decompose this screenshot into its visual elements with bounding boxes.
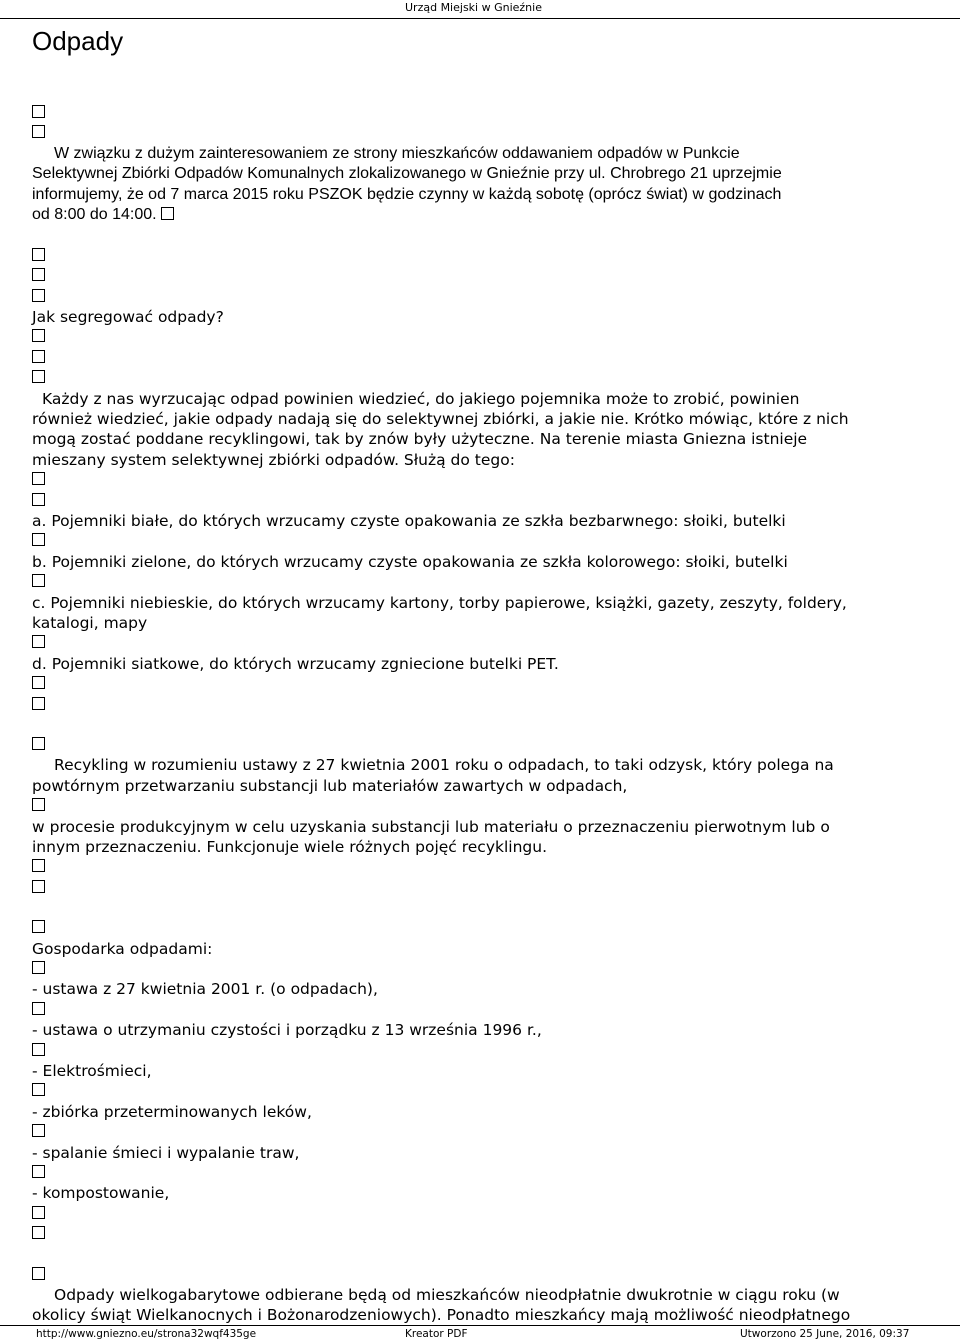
management-item: - spalanie śmieci i wypalanie traw,	[32, 1144, 300, 1162]
placeholder-glyph-line	[32, 123, 45, 143]
notice-line: W związku z dużym zainteresowaniem ze strony mieszkańców oddawaniem odpadów w Punkcie	[54, 145, 740, 162]
placeholder-glyph-line	[32, 796, 45, 816]
segregation-intro-line: mieszany system selektywnej zbiórki odpadów. Służą do tego:	[32, 451, 515, 469]
bin-item-blue-cont: katalogi, mapy	[32, 614, 148, 632]
placeholder-glyph-line	[32, 470, 45, 490]
placeholder-glyph-line	[32, 1204, 45, 1224]
placeholder-glyph-line	[32, 735, 45, 755]
segregation-intro-line: Każdy z nas wyrzucając odpad powinien wiedzieć, do jakiego pojemnika może to zrobić, powinien	[42, 390, 800, 408]
missing-glyph-icon	[32, 1083, 45, 1096]
placeholder-glyph-line	[32, 572, 45, 592]
placeholder-glyph-line	[32, 1081, 45, 1101]
bulky-waste-line: Odpady wielkogabarytowe odbierane będą od mieszkańców nieodpłatnie dwukrotnie w ciągu roku (w	[54, 1286, 840, 1304]
placeholder-glyph-line	[32, 348, 45, 368]
missing-glyph-icon	[32, 268, 45, 281]
missing-glyph-icon	[32, 493, 45, 506]
bin-item-white: a. Pojemniki białe, do których wrzucamy czyste opakowania ze szkła bezbarwnego: słoiki, butelki	[32, 512, 786, 530]
placeholder-glyph-line	[32, 695, 45, 715]
missing-glyph-icon	[32, 1165, 45, 1178]
missing-glyph-icon	[32, 329, 45, 342]
missing-glyph-icon	[32, 472, 45, 485]
missing-glyph-icon	[32, 248, 45, 261]
notice-line	[32, 205, 174, 225]
placeholder-glyph-line	[32, 1265, 45, 1285]
bin-item-green: b. Pojemniki zielone, do których wrzucamy czyste opakowania ze szkła kolorowego: słoiki, butelki	[32, 553, 788, 571]
footer-url: http://www.gniezno.eu/strona32wqf435ge	[36, 1328, 257, 1340]
missing-glyph-icon	[32, 1124, 45, 1137]
placeholder-glyph-line	[32, 857, 45, 877]
recycling-line: Recykling w rozumieniu ustawy z 27 kwietnia 2001 roku o odpadach, to taki odzysk, który polega na	[54, 756, 834, 774]
missing-glyph-icon	[32, 961, 45, 974]
placeholder-glyph-line	[32, 1122, 45, 1142]
placeholder-glyph-line	[32, 1041, 45, 1061]
notice-line: Selektywnej Zbiórki Odpadów Komunalnych zlokalizowanego w Gnieźnie przy ul. Chrobrego 21 uprzejmie	[32, 165, 782, 182]
placeholder-glyph-line	[32, 1224, 45, 1244]
segregation-intro-line: mogą zostać poddane recyklingowi, tak by znów były użyteczne. Na terenie miasta Gniezna istnieje	[32, 430, 808, 448]
management-heading: Gospodarka odpadami:	[32, 940, 213, 958]
page-header	[0, 0, 960, 19]
page-title: Odpady	[32, 26, 124, 56]
missing-glyph-icon	[32, 798, 45, 811]
segregation-heading: Jak segregować odpady?	[32, 308, 224, 326]
missing-glyph-icon	[32, 105, 45, 118]
missing-glyph-icon	[32, 350, 45, 363]
missing-glyph-icon	[32, 574, 45, 587]
missing-glyph-icon	[32, 370, 45, 383]
missing-glyph-icon	[32, 1043, 45, 1056]
missing-glyph-icon	[32, 289, 45, 302]
missing-glyph-icon	[32, 1226, 45, 1239]
notice-hours: od 8:00 do 14:00.	[32, 206, 157, 223]
placeholder-glyph-line	[32, 287, 45, 307]
missing-glyph-icon	[32, 1206, 45, 1219]
placeholder-glyph-line	[32, 878, 45, 898]
placeholder-glyph-line	[32, 368, 45, 388]
missing-glyph-icon	[161, 207, 174, 220]
placeholder-glyph-line	[32, 1163, 45, 1183]
segregation-intro-line: również wiedzieć, jakie odpady nadają się do selektywnej zbiórki, a jakie nie. Krótko mówiąc, które z nich	[32, 410, 849, 428]
placeholder-glyph-line	[32, 246, 45, 266]
placeholder-glyph-line	[32, 266, 45, 286]
footer-creator: Kreator PDF	[405, 1328, 468, 1340]
missing-glyph-icon	[32, 125, 45, 138]
management-item: - ustawa z 27 kwietnia 2001 r. (o odpadach),	[32, 980, 378, 998]
missing-glyph-icon	[32, 1002, 45, 1015]
placeholder-glyph-line	[32, 959, 45, 979]
missing-glyph-icon	[32, 920, 45, 933]
missing-glyph-icon	[32, 880, 45, 893]
notice-line: informujemy, że od 7 marca 2015 roku PSZOK będzie czynny w każdą sobotę (oprócz świat) w godzinach	[32, 186, 782, 203]
management-item: - kompostowanie,	[32, 1184, 170, 1202]
missing-glyph-icon	[32, 737, 45, 750]
management-item: - zbiórka przeterminowanych leków,	[32, 1103, 312, 1121]
recycling-line: w procesie produkcyjnym w celu uzyskania substancji lub materiału o przeznaczeniu pierwotnym lub o	[32, 818, 830, 836]
missing-glyph-icon	[32, 1267, 45, 1280]
placeholder-glyph-line	[32, 103, 45, 123]
recycling-line: innym przeznaczeniu. Funkcjonuje wiele różnych pojęć recyklingu.	[32, 838, 548, 856]
bin-item-mesh: d. Pojemniki siatkowe, do których wrzucamy zgniecione butelki PET.	[32, 655, 559, 673]
placeholder-glyph-line	[32, 674, 45, 694]
bin-item-blue: c. Pojemniki niebieskie, do których wrzucamy kartony, torby papierowe, książki, gazety, zeszyty, foldery,	[32, 594, 847, 612]
management-item: - ustawa o utrzymaniu czystości i porządku z 13 września 1996 r.,	[32, 1021, 542, 1039]
placeholder-glyph-line	[32, 633, 45, 653]
missing-glyph-icon	[32, 697, 45, 710]
missing-glyph-icon	[32, 533, 45, 546]
missing-glyph-icon	[32, 635, 45, 648]
placeholder-glyph-line	[32, 1000, 45, 1020]
header-org-name: Urząd Miejski w Gnieźnie	[405, 1, 542, 14]
placeholder-glyph-line	[32, 531, 45, 551]
bulky-waste-line: okolicy świąt Wielkanocnych i Bożonarodzeniowych). Ponadto mieszkańcy mają możliwość nieodpłatnego	[32, 1306, 851, 1324]
placeholder-glyph-line	[32, 491, 45, 511]
missing-glyph-icon	[32, 676, 45, 689]
footer-created-date: Utworzono 25 June, 2016, 09:37	[740, 1328, 910, 1340]
missing-glyph-icon	[32, 859, 45, 872]
placeholder-glyph-line	[32, 327, 45, 347]
management-item: - Elektrośmieci,	[32, 1062, 152, 1080]
recycling-line: powtórnym przetwarzaniu substancji lub materiałów zawartych w odpadach,	[32, 777, 628, 795]
page-footer	[0, 1325, 960, 1342]
placeholder-glyph-line	[32, 918, 45, 938]
